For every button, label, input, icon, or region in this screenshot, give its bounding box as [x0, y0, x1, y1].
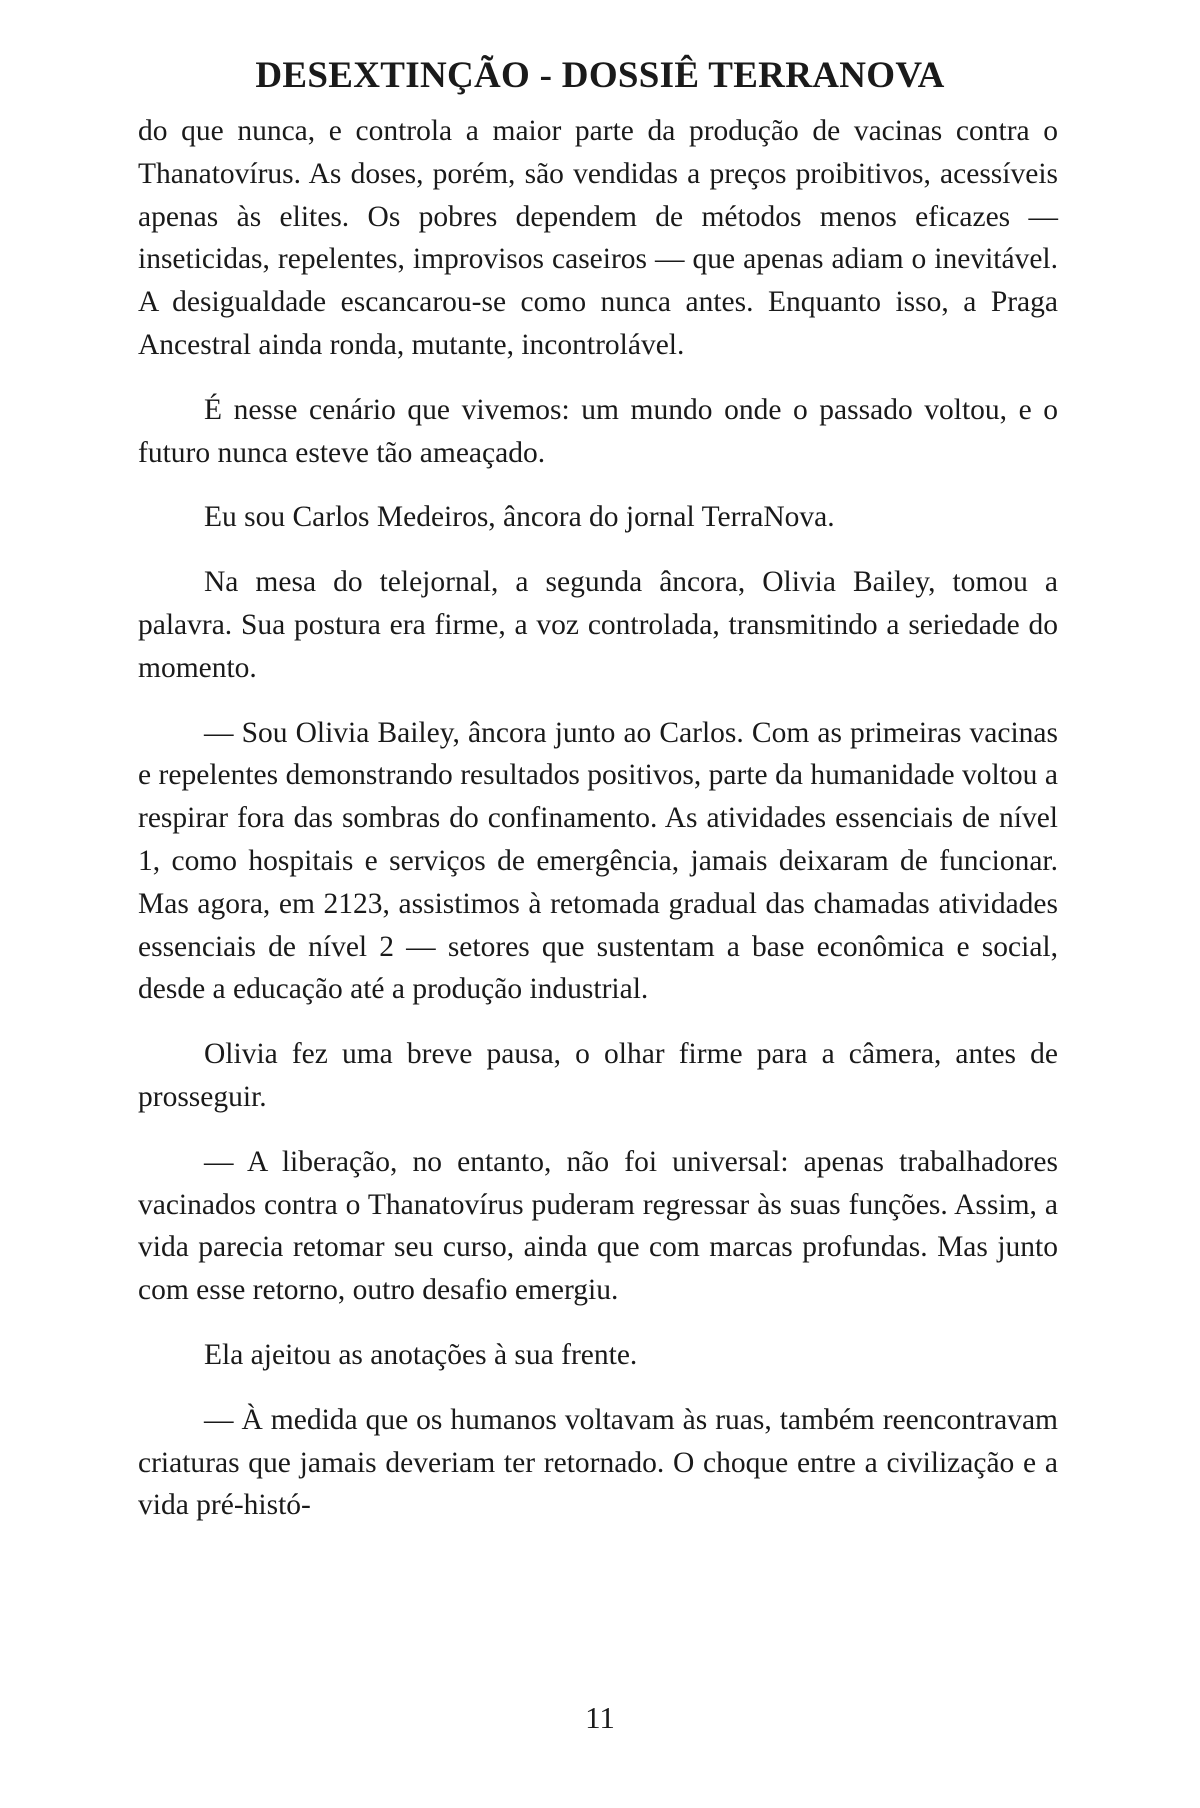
- paragraph-4: Na mesa do telejornal, a segunda âncora, Olivia Bailey, tomou a palavra. Sua postura era firme, a voz controlada, transmitindo a seriedade do momento.: [138, 566, 1058, 684]
- paragraph-3: Eu sou Carlos Medeiros, âncora do jornal TerraNova.: [204, 501, 835, 534]
- paragraph-2: É nesse cenário que vivemos: um mundo onde o passado voltou, e o futuro nunca esteve tão ameaçado.: [138, 393, 1058, 469]
- paragraph-1: do que nunca, e controla a maior parte da produção de vacinas contra o Thanatovírus. As doses, porém, são vendidas a preços proibitivos, acessíveis apenas às elites. Os pobres dependem de métodos menos eficazes — inseticidas, repelentes, improvisos caseiros — que apenas adiam o inevitável. A desigualdade escancarou-se como nunca antes. Enquanto isso, a Praga Ancestral ainda ronda, mutante, incontrolável.: [138, 115, 1058, 361]
- paragraph-7: — A liberação, no entanto, não foi universal: apenas trabalhadores vacinados contra o Thanatovírus puderam regressar às suas funções. Assim, a vida parecia retomar seu curso, ainda que com marcas profundas. Mas junto com esse retorno, outro desafio emergiu.: [138, 1145, 1058, 1307]
- paragraph-6: Olivia fez uma breve pausa, o olhar firme para a câmera, antes de prosseguir.: [138, 1038, 1058, 1113]
- paragraph-5: — Sou Olivia Bailey, âncora junto ao Carlos. Com as primeiras vacinas e repelentes demonstrando resultados positivos, parte da humanidade voltou a respirar fora das sombras do confinamento. As atividades essenciais de nível 1, como hospitais e serviços de emergência, jamais deixaram de funcionar. Mas agora, em 2123, assistimos à retomada gradual das chamadas atividades essenciais de nível 2 — setores que sustentam a base econômica e social, desde a educação até a produção industrial.: [138, 716, 1058, 1006]
- running-header: DESEXTINÇÃO - DOSSIÊ TERRANOVA: [255, 55, 945, 96]
- page-number: 11: [585, 1700, 615, 1735]
- paragraph-9: — À medida que os humanos voltavam às ruas, também reencontravam criaturas que jamais deveriam ter retornado. O choque entre a civilização e a vida pré-histó-: [138, 1403, 1058, 1522]
- paragraph-8: Ela ajeitou as anotações à sua frente.: [204, 1338, 638, 1371]
- body-text: [138, 110, 1058, 1549]
